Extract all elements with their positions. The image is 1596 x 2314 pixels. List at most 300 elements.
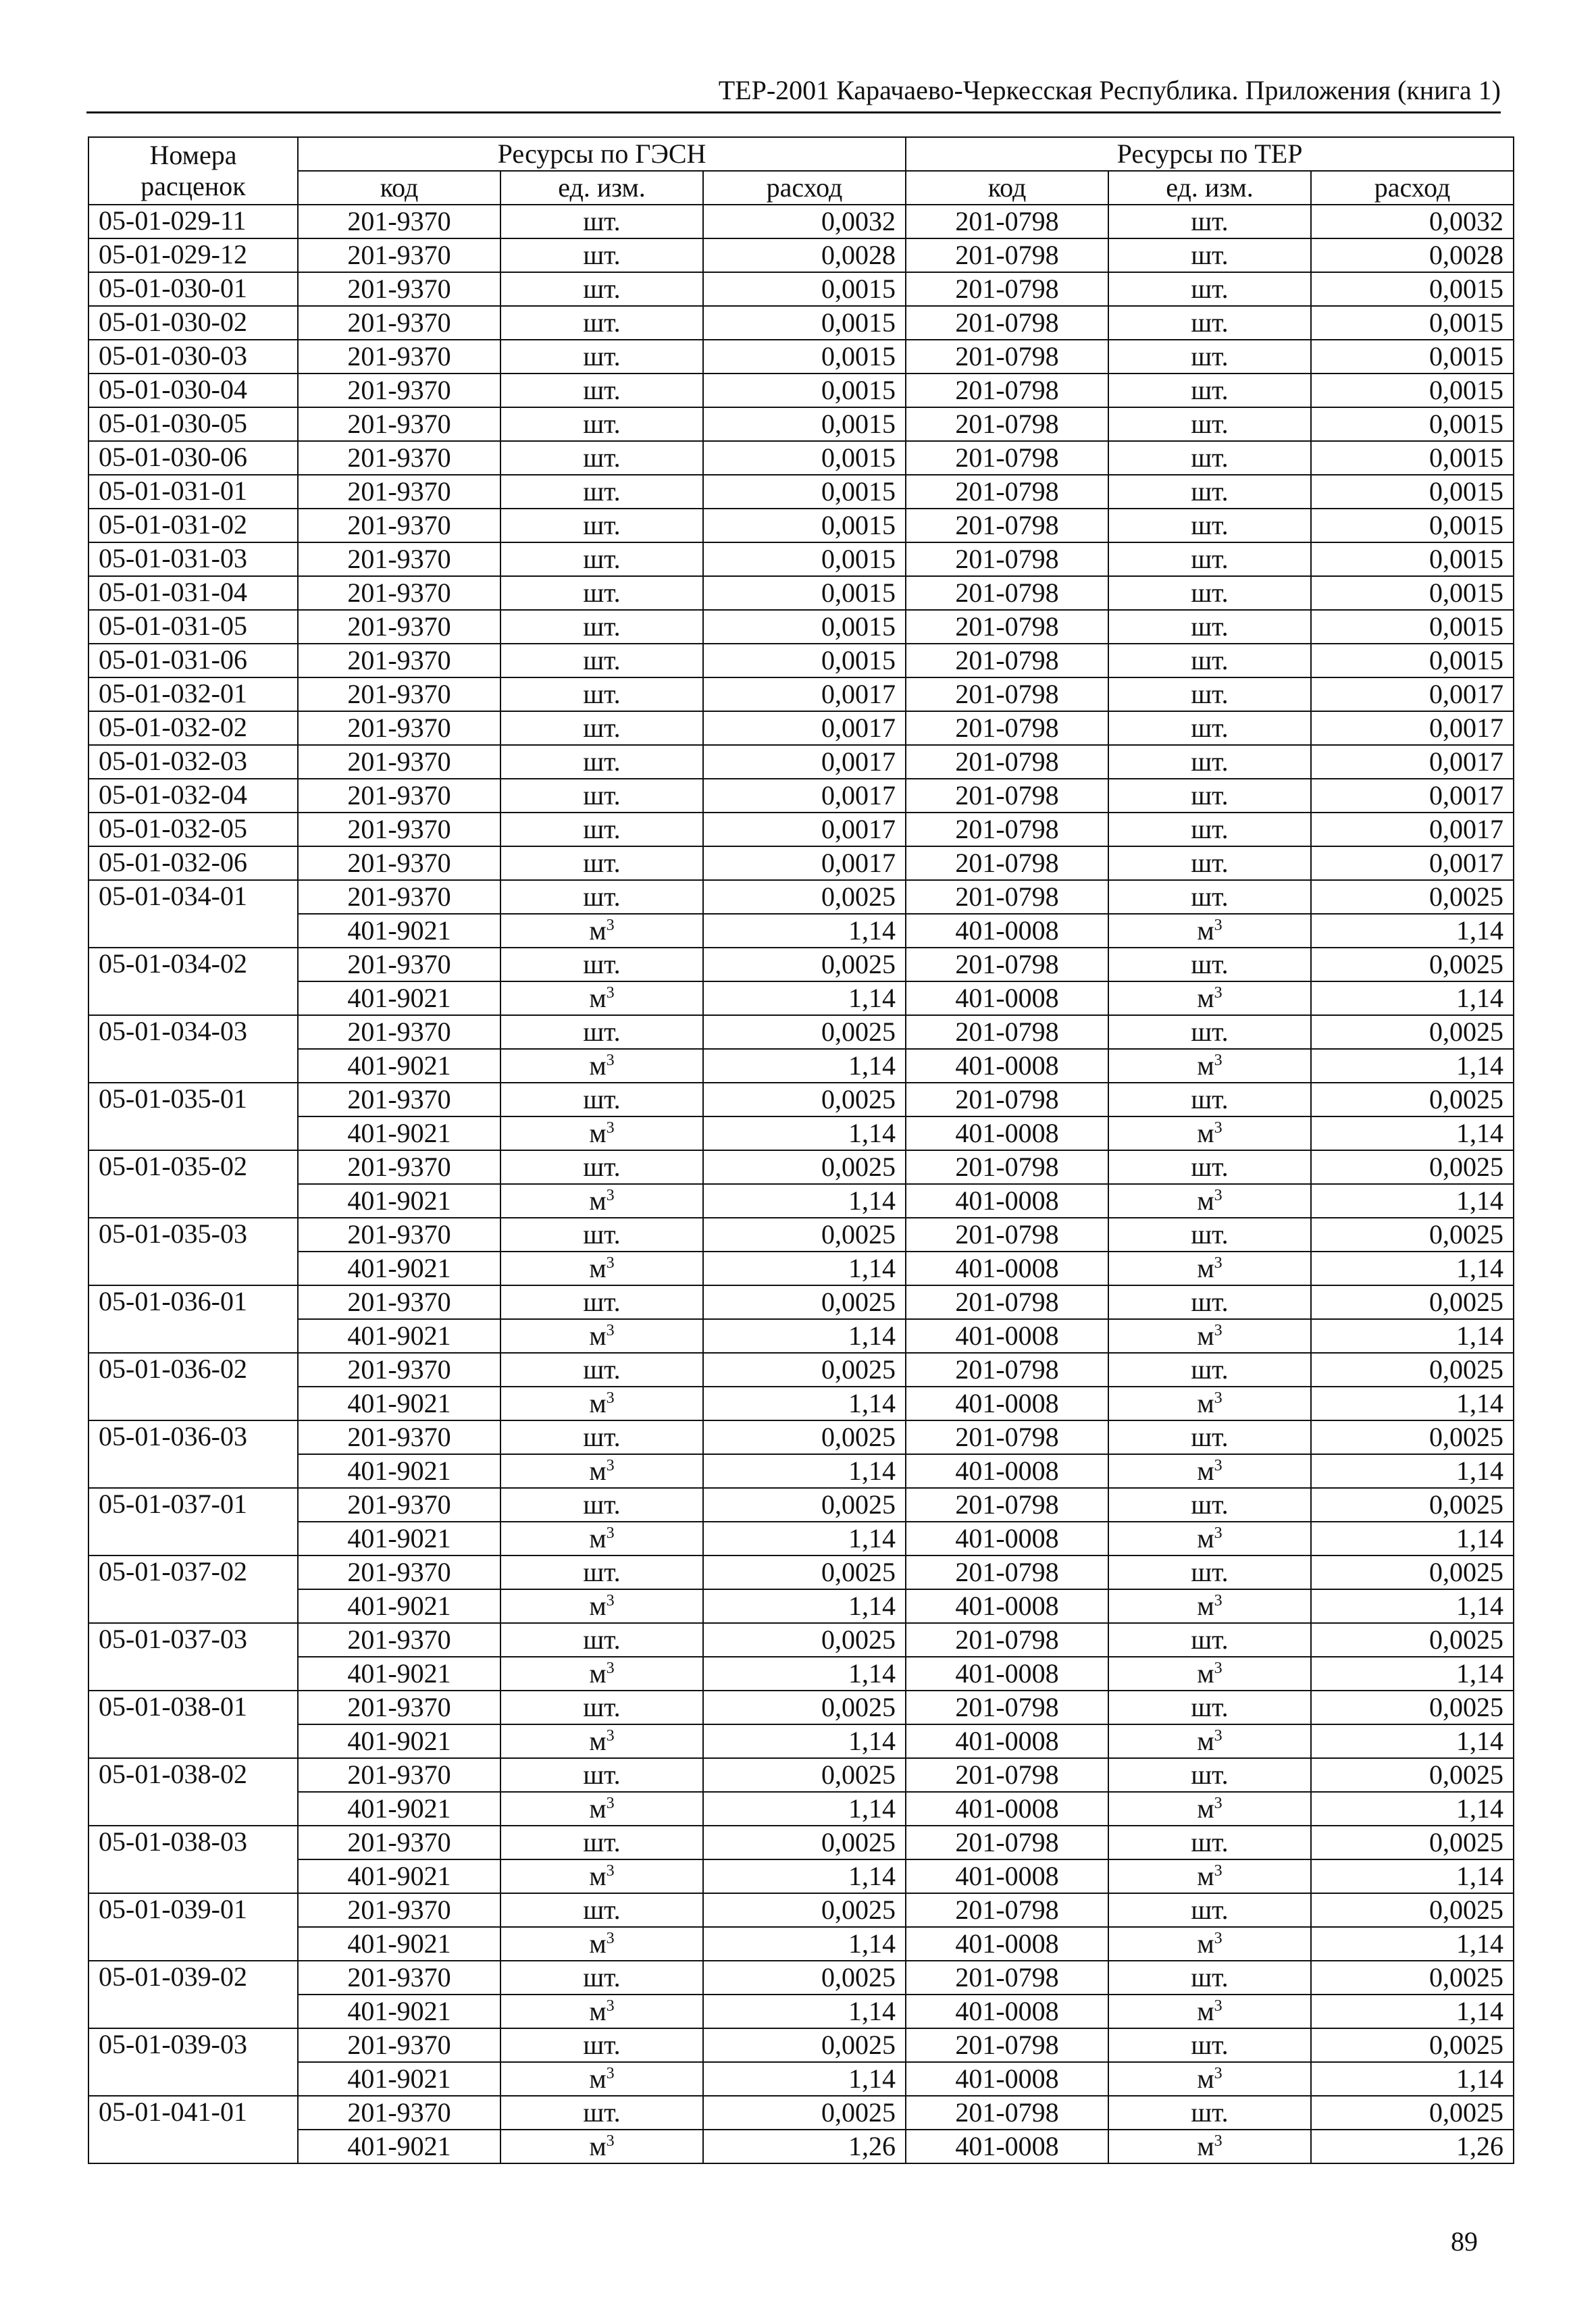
ter-group-header: Ресурсы по ТЕР (906, 137, 1514, 171)
ter-unit-cell: шт. (1108, 1150, 1311, 1184)
rate-number-cell: 05-01-039-02 (88, 1961, 298, 2028)
unit-base: м (589, 1928, 607, 1959)
gesn-code-cell: 201-9370 (298, 205, 500, 238)
unit-exponent: 3 (606, 1457, 615, 1474)
ter-code-cell: 201-0798 (906, 340, 1108, 374)
ter-qty-cell: 0,0025 (1311, 948, 1514, 981)
gesn-code-cell: 401-9021 (298, 1657, 500, 1691)
ter-unit-cell: шт. (1108, 441, 1311, 475)
table-row (88, 981, 1514, 1015)
ter-code-cell: 201-0798 (906, 610, 1108, 644)
gesn-unit-cell (500, 1522, 703, 1555)
header-rule (86, 111, 1501, 113)
ter-qty-cell: 0,0015 (1311, 542, 1514, 576)
gesn-unit-cell (500, 1927, 703, 1961)
unit-base: м (1197, 1118, 1214, 1148)
ter-qty-cell: 0,0015 (1311, 340, 1514, 374)
rate-number-cell: 05-01-037-01 (88, 1488, 298, 1555)
gesn-unit-cell: шт. (500, 2096, 703, 2130)
gesn-code-cell: 401-9021 (298, 1927, 500, 1961)
gesn-unit-cell (500, 1724, 703, 1758)
gesn-qty-cell: 0,0015 (703, 610, 906, 644)
ter-code-cell: 201-0798 (906, 509, 1108, 542)
table-row (88, 1995, 1514, 2028)
gesn-unit-cell: шт. (500, 610, 703, 644)
gesn-unit-cell: шт. (500, 1420, 703, 1454)
ter-qty-cell: 0,0017 (1311, 813, 1514, 846)
unit-exponent: 3 (1214, 1254, 1222, 1272)
gesn-code-cell: 201-9370 (298, 1150, 500, 1184)
ter-qty-cell: 0,0015 (1311, 576, 1514, 610)
gesn-unit-cell: шт. (500, 711, 703, 745)
unit-exponent: 3 (606, 1119, 615, 1137)
ter-qty-cell: 1,14 (1311, 1049, 1514, 1083)
ter-unit-cell: шт. (1108, 2028, 1311, 2062)
ter-code-cell: 201-0798 (906, 677, 1108, 711)
table-row (88, 779, 1514, 813)
ter-qty-cell: 1,14 (1311, 1116, 1514, 1150)
ter-code-cell: 401-0008 (906, 914, 1108, 948)
gesn-unit-cell: шт. (500, 779, 703, 813)
rate-numbers-header: Номера расценок (88, 137, 298, 205)
ter-unit-cell: шт. (1108, 1218, 1311, 1252)
gesn-qty-cell: 1,14 (703, 981, 906, 1015)
gesn-unit-cell: шт. (500, 1488, 703, 1522)
table-row (88, 1961, 1514, 1995)
ter-qty-cell: 1,14 (1311, 1454, 1514, 1488)
table-row (88, 711, 1514, 745)
gesn-code-cell: 201-9370 (298, 1488, 500, 1522)
ter-code-cell: 201-0798 (906, 407, 1108, 441)
unit-base: м (589, 1996, 607, 2026)
rate-number-cell: 05-01-030-01 (88, 272, 298, 306)
gesn-qty-cell: 0,0025 (703, 1218, 906, 1252)
gesn-unit-cell: шт. (500, 1555, 703, 1589)
ter-qty-cell: 1,14 (1311, 2062, 1514, 2096)
gesn-qty-cell: 0,0017 (703, 813, 906, 846)
ter-unit-header: ед. изм. (1108, 171, 1311, 205)
gesn-qty-cell: 0,0015 (703, 306, 906, 340)
table-row (88, 610, 1514, 644)
unit-exponent: 3 (1214, 1930, 1222, 1947)
gesn-unit-cell (500, 1387, 703, 1420)
ter-unit-cell: шт. (1108, 1826, 1311, 1859)
ter-unit-cell: шт. (1108, 880, 1311, 914)
gesn-group-header: Ресурсы по ГЭСН (298, 137, 906, 171)
gesn-code-cell: 201-9370 (298, 1353, 500, 1387)
gesn-unit-cell (500, 914, 703, 948)
unit-exponent: 3 (606, 2132, 615, 2150)
ter-code-cell: 201-0798 (906, 238, 1108, 272)
ter-unit-cell: шт. (1108, 1691, 1311, 1724)
table-row (88, 306, 1514, 340)
gesn-code-cell: 201-9370 (298, 272, 500, 306)
ter-unit-cell: шт. (1108, 1015, 1311, 1049)
ter-qty-cell: 0,0015 (1311, 407, 1514, 441)
table-row (88, 1387, 1514, 1420)
ter-code-cell: 401-0008 (906, 1252, 1108, 1285)
ter-code-cell: 201-0798 (906, 948, 1108, 981)
ter-unit-cell: шт. (1108, 407, 1311, 441)
rate-number-cell: 05-01-029-12 (88, 238, 298, 272)
gesn-code-cell: 201-9370 (298, 1691, 500, 1724)
gesn-unit-cell: шт. (500, 745, 703, 779)
gesn-code-cell: 201-9370 (298, 846, 500, 880)
table-row (88, 1826, 1514, 1859)
table-row (88, 1252, 1514, 1285)
ter-unit-cell: шт. (1108, 1488, 1311, 1522)
gesn-unit-cell (500, 2130, 703, 2163)
ter-code-cell: 201-0798 (906, 542, 1108, 576)
ter-qty-cell: 0,0017 (1311, 745, 1514, 779)
ter-code-cell: 201-0798 (906, 1826, 1108, 1859)
table-body (88, 205, 1514, 2163)
ter-code-cell: 401-0008 (906, 1792, 1108, 1826)
unit-base: м (1197, 2131, 1214, 2161)
unit-exponent: 3 (606, 1930, 615, 1947)
gesn-qty-cell: 0,0015 (703, 509, 906, 542)
gesn-unit-cell: шт. (500, 1285, 703, 1319)
ter-unit-cell: шт. (1108, 238, 1311, 272)
table-row (88, 2028, 1514, 2062)
unit-base: м (1197, 1523, 1214, 1553)
gesn-unit-cell: шт. (500, 880, 703, 914)
gesn-qty-cell: 0,0025 (703, 1353, 906, 1387)
ter-unit-cell: шт. (1108, 846, 1311, 880)
ter-unit-cell (1108, 1589, 1311, 1623)
gesn-qty-cell: 0,0015 (703, 441, 906, 475)
gesn-code-cell: 201-9370 (298, 779, 500, 813)
ter-unit-cell: шт. (1108, 374, 1311, 407)
gesn-code-cell: 201-9370 (298, 576, 500, 610)
gesn-code-cell: 401-9021 (298, 1116, 500, 1150)
unit-base: м (589, 983, 607, 1013)
rate-number-cell: 05-01-032-02 (88, 711, 298, 745)
gesn-code-cell: 201-9370 (298, 374, 500, 407)
ter-qty-cell: 0,0028 (1311, 238, 1514, 272)
unit-exponent: 3 (1214, 984, 1222, 1002)
gesn-code-cell: 201-9370 (298, 813, 500, 846)
ter-unit-cell (1108, 1319, 1311, 1353)
unit-base: м (589, 915, 607, 946)
gesn-code-cell: 201-9370 (298, 1623, 500, 1657)
ter-unit-cell (1108, 1454, 1311, 1488)
gesn-unit-cell: шт. (500, 1218, 703, 1252)
unit-base: м (1197, 1388, 1214, 1418)
ter-unit-cell: шт. (1108, 1285, 1311, 1319)
ter-qty-cell: 0,0025 (1311, 880, 1514, 914)
gesn-qty-cell: 0,0025 (703, 2028, 906, 2062)
ter-qty-cell: 0,0025 (1311, 1826, 1514, 1859)
ter-qty-cell: 1,14 (1311, 1792, 1514, 1826)
ter-code-cell: 201-0798 (906, 846, 1108, 880)
table-row (88, 1927, 1514, 1961)
gesn-code-cell: 401-9021 (298, 981, 500, 1015)
table-row (88, 1859, 1514, 1893)
ter-qty-cell: 0,0017 (1311, 711, 1514, 745)
ter-code-cell: 201-0798 (906, 880, 1108, 914)
ter-qty-cell: 1,14 (1311, 981, 1514, 1015)
table-row (88, 475, 1514, 509)
ter-qty-cell: 0,0025 (1311, 1488, 1514, 1522)
unit-exponent: 3 (606, 2065, 615, 2082)
gesn-code-cell: 201-9370 (298, 1758, 500, 1792)
gesn-unit-cell: шт. (500, 1691, 703, 1724)
gesn-code-cell: 201-9370 (298, 745, 500, 779)
rate-number-cell: 05-01-030-04 (88, 374, 298, 407)
unit-exponent: 3 (1214, 1592, 1222, 1610)
gesn-code-cell: 401-9021 (298, 2062, 500, 2096)
gesn-qty-cell: 1,14 (703, 1184, 906, 1218)
table-row (88, 205, 1514, 238)
gesn-unit-cell: шт. (500, 509, 703, 542)
ter-qty-cell: 0,0032 (1311, 205, 1514, 238)
gesn-qty-cell: 1,14 (703, 1116, 906, 1150)
unit-exponent: 3 (606, 1389, 615, 1407)
ter-unit-cell (1108, 1252, 1311, 1285)
rate-number-cell: 05-01-031-06 (88, 644, 298, 677)
ter-qty-cell: 1,14 (1311, 1724, 1514, 1758)
ter-unit-cell: шт. (1108, 644, 1311, 677)
gesn-qty-cell: 1,14 (703, 1995, 906, 2028)
ter-code-cell: 401-0008 (906, 1184, 1108, 1218)
rate-number-cell: 05-01-031-01 (88, 475, 298, 509)
gesn-code-cell: 201-9370 (298, 711, 500, 745)
rate-number-cell: 05-01-037-02 (88, 1555, 298, 1623)
page-number: 89 (1451, 2226, 1478, 2257)
table-row (88, 677, 1514, 711)
gesn-unit-cell: шт. (500, 677, 703, 711)
ter-code-cell: 201-0798 (906, 1218, 1108, 1252)
table-row (88, 2062, 1514, 2096)
ter-qty-cell: 0,0017 (1311, 779, 1514, 813)
ter-code-cell: 201-0798 (906, 1420, 1108, 1454)
rate-number-cell: 05-01-034-02 (88, 948, 298, 1015)
table-row (88, 1893, 1514, 1927)
gesn-unit-cell: шт. (500, 238, 703, 272)
gesn-code-cell: 201-9370 (298, 1083, 500, 1116)
table-row (88, 542, 1514, 576)
rate-number-cell: 05-01-034-01 (88, 880, 298, 948)
table-row (88, 1184, 1514, 1218)
gesn-unit-cell (500, 1049, 703, 1083)
ter-code-cell: 201-0798 (906, 1691, 1108, 1724)
unit-base: м (589, 1253, 607, 1283)
ter-qty-cell: 1,14 (1311, 1522, 1514, 1555)
gesn-qty-cell: 0,0025 (703, 1691, 906, 1724)
gesn-code-cell: 201-9370 (298, 948, 500, 981)
rate-number-cell: 05-01-036-01 (88, 1285, 298, 1353)
gesn-code-cell: 401-9021 (298, 914, 500, 948)
ter-qty-cell: 0,0025 (1311, 2028, 1514, 2062)
ter-unit-cell: шт. (1108, 475, 1311, 509)
gesn-qty-cell: 1,14 (703, 1589, 906, 1623)
gesn-qty-cell: 1,14 (703, 1522, 906, 1555)
ter-unit-cell (1108, 1184, 1311, 1218)
gesn-unit-header: ед. изм. (500, 171, 703, 205)
table-row (88, 880, 1514, 914)
gesn-code-cell: 201-9370 (298, 306, 500, 340)
gesn-code-cell: 201-9370 (298, 2028, 500, 2062)
unit-base: м (1197, 915, 1214, 946)
unit-base: м (589, 1658, 607, 1689)
unit-base: м (589, 1456, 607, 1486)
ter-qty-cell: 1,14 (1311, 1657, 1514, 1691)
gesn-qty-cell: 0,0015 (703, 644, 906, 677)
rate-number-cell: 05-01-030-06 (88, 441, 298, 475)
rate-number-cell: 05-01-032-03 (88, 745, 298, 779)
gesn-qty-cell: 0,0025 (703, 948, 906, 981)
ter-code-cell: 201-0798 (906, 711, 1108, 745)
table-head (88, 137, 1514, 205)
unit-exponent: 3 (1214, 1524, 1222, 1542)
ter-code-cell: 401-0008 (906, 1927, 1108, 1961)
ter-unit-cell: шт. (1108, 509, 1311, 542)
gesn-code-cell: 401-9021 (298, 1252, 500, 1285)
ter-unit-cell: шт. (1108, 1083, 1311, 1116)
gesn-qty-cell: 0,0025 (703, 1488, 906, 1522)
gesn-qty-cell: 1,14 (703, 1792, 906, 1826)
unit-base: м (1197, 1861, 1214, 1891)
ter-unit-cell (1108, 1792, 1311, 1826)
ter-unit-cell: шт. (1108, 340, 1311, 374)
gesn-qty-cell: 0,0025 (703, 1758, 906, 1792)
table-row (88, 1083, 1514, 1116)
ter-unit-cell: шт. (1108, 1758, 1311, 1792)
gesn-code-cell: 401-9021 (298, 2130, 500, 2163)
gesn-qty-cell: 0,0025 (703, 1420, 906, 1454)
ter-qty-cell: 0,0025 (1311, 1623, 1514, 1657)
gesn-code-cell: 201-9370 (298, 542, 500, 576)
ter-code-cell: 201-0798 (906, 2028, 1108, 2062)
gesn-qty-cell: 0,0015 (703, 475, 906, 509)
gesn-unit-cell: шт. (500, 1353, 703, 1387)
gesn-unit-cell (500, 1252, 703, 1285)
unit-exponent: 3 (606, 917, 615, 934)
ter-qty-cell: 0,0025 (1311, 1083, 1514, 1116)
ter-qty-cell: 1,14 (1311, 1184, 1514, 1218)
unit-base: м (1197, 1591, 1214, 1621)
table-row (88, 1319, 1514, 1353)
table-row (88, 914, 1514, 948)
ter-qty-cell: 0,0025 (1311, 1150, 1514, 1184)
rate-number-cell: 05-01-031-04 (88, 576, 298, 610)
gesn-unit-cell: шт. (500, 340, 703, 374)
unit-base: м (1197, 2063, 1214, 2094)
header-row-groups (88, 137, 1514, 171)
ter-code-cell: 201-0798 (906, 745, 1108, 779)
unit-base: м (1197, 1658, 1214, 1689)
ter-qty-cell: 0,0025 (1311, 1015, 1514, 1049)
gesn-code-cell: 201-9370 (298, 1555, 500, 1589)
ter-code-cell: 201-0798 (906, 1758, 1108, 1792)
table-row (88, 238, 1514, 272)
table-row (88, 745, 1514, 779)
gesn-code-cell: 201-9370 (298, 1826, 500, 1859)
gesn-qty-cell: 0,0032 (703, 205, 906, 238)
gesn-qty-cell: 0,0017 (703, 677, 906, 711)
ter-unit-cell (1108, 1387, 1311, 1420)
unit-base: м (589, 1726, 607, 1756)
rate-number-cell: 05-01-032-06 (88, 846, 298, 880)
gesn-code-cell: 201-9370 (298, 238, 500, 272)
ter-code-cell: 401-0008 (906, 2130, 1108, 2163)
unit-exponent: 3 (606, 1052, 615, 1069)
rate-number-cell: 05-01-037-03 (88, 1623, 298, 1691)
ter-code-cell: 401-0008 (906, 1454, 1108, 1488)
unit-exponent: 3 (1214, 1322, 1222, 1339)
gesn-unit-cell: шт. (500, 1758, 703, 1792)
gesn-qty-cell: 0,0025 (703, 1150, 906, 1184)
unit-exponent: 3 (606, 1187, 615, 1204)
ter-qty-cell: 0,0025 (1311, 1961, 1514, 1995)
gesn-unit-cell (500, 1995, 703, 2028)
gesn-unit-cell: шт. (500, 948, 703, 981)
gesn-qty-cell: 0,0017 (703, 711, 906, 745)
ter-code-cell: 401-0008 (906, 1387, 1108, 1420)
unit-exponent: 3 (1214, 1862, 1222, 1880)
gesn-code-cell: 401-9021 (298, 1995, 500, 2028)
ter-unit-cell (1108, 2130, 1311, 2163)
table-row (88, 374, 1514, 407)
unit-base: м (589, 1050, 607, 1081)
table-row (88, 1522, 1514, 1555)
table-row (88, 509, 1514, 542)
gesn-unit-cell: шт. (500, 1015, 703, 1049)
ter-unit-cell (1108, 1522, 1311, 1555)
table-row (88, 2096, 1514, 2130)
gesn-qty-cell: 1,14 (703, 914, 906, 948)
rate-number-cell: 05-01-039-01 (88, 1893, 298, 1961)
ter-unit-cell (1108, 981, 1311, 1015)
table-row (88, 1353, 1514, 1387)
gesn-qty-cell: 0,0025 (703, 1623, 906, 1657)
ter-unit-cell: шт. (1108, 677, 1311, 711)
ter-code-cell: 201-0798 (906, 1488, 1108, 1522)
gesn-code-cell: 201-9370 (298, 1285, 500, 1319)
gesn-qty-cell: 1,14 (703, 1252, 906, 1285)
gesn-code-cell: 401-9021 (298, 1387, 500, 1420)
rate-number-cell: 05-01-038-03 (88, 1826, 298, 1893)
table-row (88, 2130, 1514, 2163)
ter-code-cell: 201-0798 (906, 1015, 1108, 1049)
table-row (88, 1488, 1514, 1522)
ter-code-cell: 401-0008 (906, 1589, 1108, 1623)
ter-qty-cell: 0,0017 (1311, 677, 1514, 711)
rate-number-cell: 05-01-036-02 (88, 1353, 298, 1420)
ter-qty-cell: 0,0025 (1311, 1420, 1514, 1454)
gesn-unit-cell: шт. (500, 1961, 703, 1995)
table-row (88, 407, 1514, 441)
table-row (88, 1454, 1514, 1488)
ter-unit-cell: шт. (1108, 576, 1311, 610)
ter-unit-cell (1108, 914, 1311, 948)
ter-qty-cell: 0,0015 (1311, 475, 1514, 509)
rate-number-cell: 05-01-032-05 (88, 813, 298, 846)
gesn-code-cell: 401-9021 (298, 1859, 500, 1893)
gesn-unit-cell (500, 1859, 703, 1893)
gesn-unit-cell: шт. (500, 205, 703, 238)
gesn-qty-cell: 0,0015 (703, 374, 906, 407)
ter-unit-cell (1108, 1049, 1311, 1083)
ter-qty-cell: 0,0015 (1311, 644, 1514, 677)
rate-number-cell: 05-01-041-01 (88, 2096, 298, 2163)
ter-unit-cell (1108, 1116, 1311, 1150)
gesn-code-cell: 201-9370 (298, 407, 500, 441)
unit-base: м (1197, 1726, 1214, 1756)
gesn-qty-cell: 1,14 (703, 1724, 906, 1758)
gesn-unit-cell: шт. (500, 441, 703, 475)
